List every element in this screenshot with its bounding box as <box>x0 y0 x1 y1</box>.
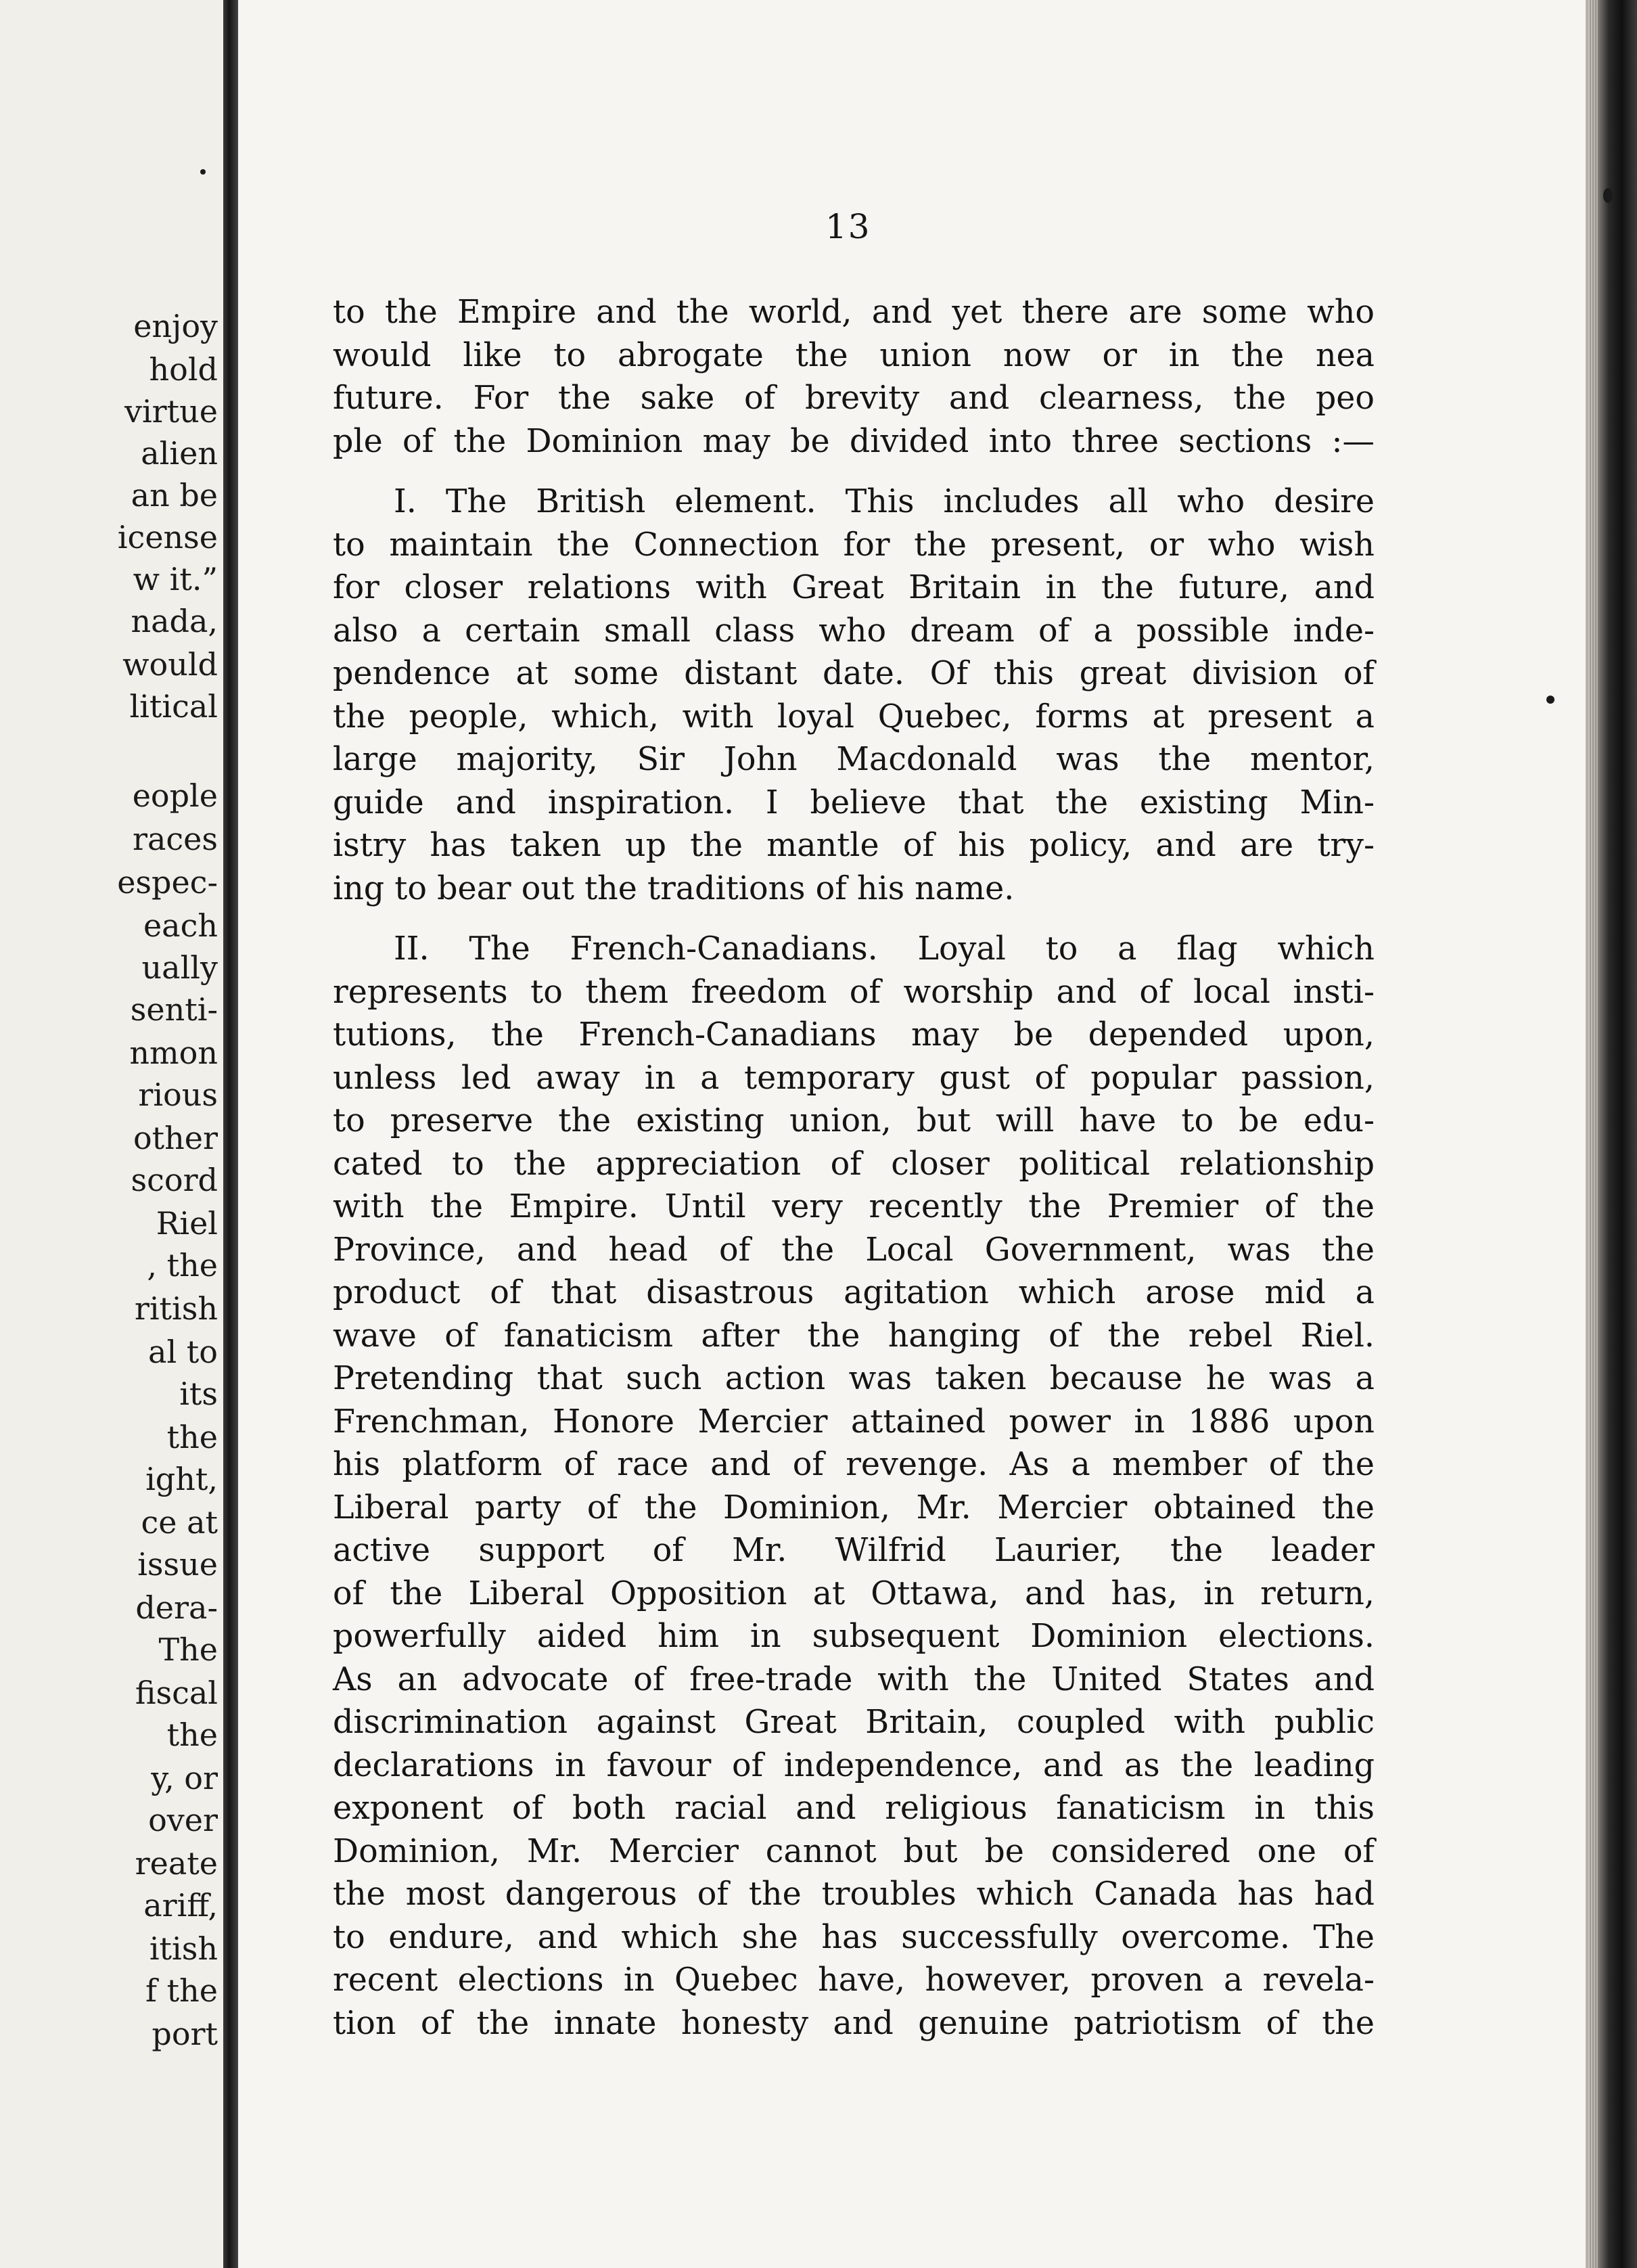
text-line: cated to the appreciation of closer political relationship <box>333 1145 1375 1183</box>
text-line: large majority, Sir John Macdonald was the mentor, <box>333 741 1375 778</box>
page-edge-shadow <box>1586 0 1637 2268</box>
text-line: unless led away in a temporary gust of popular passion, <box>333 1059 1375 1097</box>
facing-page-text-fragment: eople <box>132 777 218 814</box>
facing-page-text-fragment: reate <box>135 1845 218 1882</box>
text-line: wave of fanaticism after the hanging of the rebel Riel. <box>333 1317 1375 1355</box>
facing-page-text-fragment: ritish <box>134 1290 218 1327</box>
facing-page-text-fragment: nmon <box>129 1035 218 1071</box>
facing-page-text-fragment: an be <box>131 477 218 514</box>
facing-page-text-fragment: espec- <box>117 864 218 901</box>
text-line: declarations in favour of independence, and as the leading <box>333 1746 1375 1784</box>
text-line: would like to abrogate the union now or in the nea <box>333 336 1375 374</box>
text-line: for closer relations with Great Britain in the future, and <box>333 569 1375 606</box>
body-text <box>333 291 1375 2045</box>
facing-page-text-fragment: litical <box>129 688 218 725</box>
ink-speck <box>1603 188 1613 203</box>
facing-page-text-fragment: over <box>148 1802 218 1838</box>
facing-page-text-fragment: alien <box>141 435 218 472</box>
facing-page-text-fragment: senti- <box>130 991 218 1028</box>
ink-speck <box>1546 696 1554 704</box>
text-line: I. The British element. This includes all who desire <box>394 483 1375 520</box>
facing-page-text-fragment: ariff, <box>143 1887 218 1924</box>
text-line: future. For the sake of brevity and clearness, the peo <box>333 380 1375 417</box>
facing-page-text-fragment: its <box>179 1376 218 1412</box>
text-line: istry has taken up the mantle of his policy, and are try- <box>333 827 1375 864</box>
text-line: the most dangerous of the troubles which Canada has had <box>333 1876 1375 1913</box>
text-line: ple of the Dominion may be divided into three sections :— <box>333 422 1375 460</box>
text-line: Liberal party of the Dominion, Mr. Mercier obtained the <box>333 1489 1375 1526</box>
facing-page-text-fragment: ually <box>141 949 218 986</box>
facing-page-text-fragment: each <box>143 907 218 944</box>
text-line: pendence at some distant date. Of this great division of <box>333 655 1375 692</box>
text-line: powerfully aided him in subsequent Dominion elections. <box>333 1618 1375 1655</box>
text-line: of the Liberal Opposition at Ottawa, and has, in return, <box>333 1574 1375 1612</box>
text-line: II. The French-Canadians. Loyal to a flag which <box>394 930 1375 968</box>
text-line: Pretending that such action was taken because he was a <box>333 1360 1375 1397</box>
facing-page-text-fragment: hold <box>149 351 218 388</box>
facing-page-text-fragment: , the <box>147 1247 218 1284</box>
book-gutter <box>223 0 238 2268</box>
facing-page-text-fragment: would <box>122 646 218 683</box>
text-line: tutions, the French-Canadians may be depended upon, <box>333 1016 1375 1053</box>
text-line: Dominion, Mr. Mercier cannot but be considered one of <box>333 1832 1375 1870</box>
facing-page-text-fragment: enjoy <box>133 308 218 344</box>
facing-page-text-fragment: ce at <box>141 1504 218 1541</box>
facing-page-text-fragment: the <box>166 1717 218 1753</box>
paragraph-gap <box>333 910 1375 928</box>
facing-page-fragment <box>0 0 223 2268</box>
text-line: the people, which, with loyal Quebec, forms at present a <box>333 698 1375 735</box>
text-line: ing to bear out the traditions of his name. <box>333 869 1015 907</box>
paragraph-gap <box>333 463 1375 480</box>
facing-page-text-fragment: virtue <box>124 393 218 430</box>
facing-page-text-fragment: port <box>152 2016 218 2052</box>
facing-page-text-fragment: ight, <box>145 1461 218 1497</box>
facing-page-text-fragment: The <box>158 1631 218 1668</box>
facing-page-text-fragment: itish <box>149 1930 218 1967</box>
text-line: Frenchman, Honore Mercier attained power in 1886 upon <box>333 1403 1375 1441</box>
text-line: tion of the innate honesty and genuine patriotism of the <box>333 2004 1375 2042</box>
text-line: product of that disastrous agitation which arose mid a <box>333 1274 1375 1311</box>
facing-page-text-fragment: w it.” <box>133 561 218 597</box>
text-line: his platform of race and of revenge. As a member of the <box>333 1446 1375 1483</box>
page-number: 13 <box>825 207 871 246</box>
facing-page-text-fragment: fiscal <box>135 1675 218 1711</box>
text-line: represents to them freedom of worship and of local insti- <box>333 973 1375 1011</box>
facing-page-text-fragment: races <box>132 821 218 857</box>
text-line: to preserve the existing union, but will have to be edu- <box>333 1102 1375 1139</box>
facing-page-text-fragment: f the <box>145 1972 218 2009</box>
facing-page-text-fragment: nada, <box>131 603 218 639</box>
facing-page-text-fragment: issue <box>137 1546 218 1583</box>
facing-page-text-fragment: other <box>133 1120 218 1156</box>
facing-page-text-fragment: the <box>166 1419 218 1455</box>
facing-page-text-fragment: dera- <box>135 1589 218 1626</box>
facing-page-text-fragment: icense <box>117 519 218 555</box>
text-line: guide and inspiration. I believe that the existing Min- <box>333 784 1375 821</box>
text-line: to the Empire and the world, and yet there are some who <box>333 294 1375 331</box>
text-line: Province, and head of the Local Government, was the <box>333 1231 1375 1269</box>
facing-page-text-fragment: Riel <box>156 1205 218 1242</box>
ink-speck <box>200 169 206 175</box>
text-line: discrimination against Great Britain, coupled with public <box>333 1704 1375 1741</box>
text-line: As an advocate of free-trade with the United States and <box>333 1660 1375 1698</box>
text-line: also a certain small class who dream of a possible inde- <box>333 612 1375 650</box>
facing-page-text-fragment: y, or <box>151 1760 218 1796</box>
text-line: to maintain the Connection for the present, or who wish <box>333 526 1375 564</box>
facing-page-text-fragment: al to <box>148 1334 218 1370</box>
facing-page-text-fragment: scord <box>131 1162 218 1198</box>
text-line: to endure, and which she has successfully overcome. The <box>333 1918 1375 1956</box>
text-line: active support of Mr. Wilfrid Laurier, the leader <box>333 1532 1375 1569</box>
text-line: with the Empire. Until very recently the Premier of the <box>333 1188 1375 1225</box>
text-line: recent elections in Quebec have, however, proven a revela- <box>333 1961 1375 1999</box>
facing-page-text-fragment: rious <box>138 1076 218 1113</box>
text-line: exponent of both racial and religious fanaticism in this <box>333 1790 1375 1827</box>
